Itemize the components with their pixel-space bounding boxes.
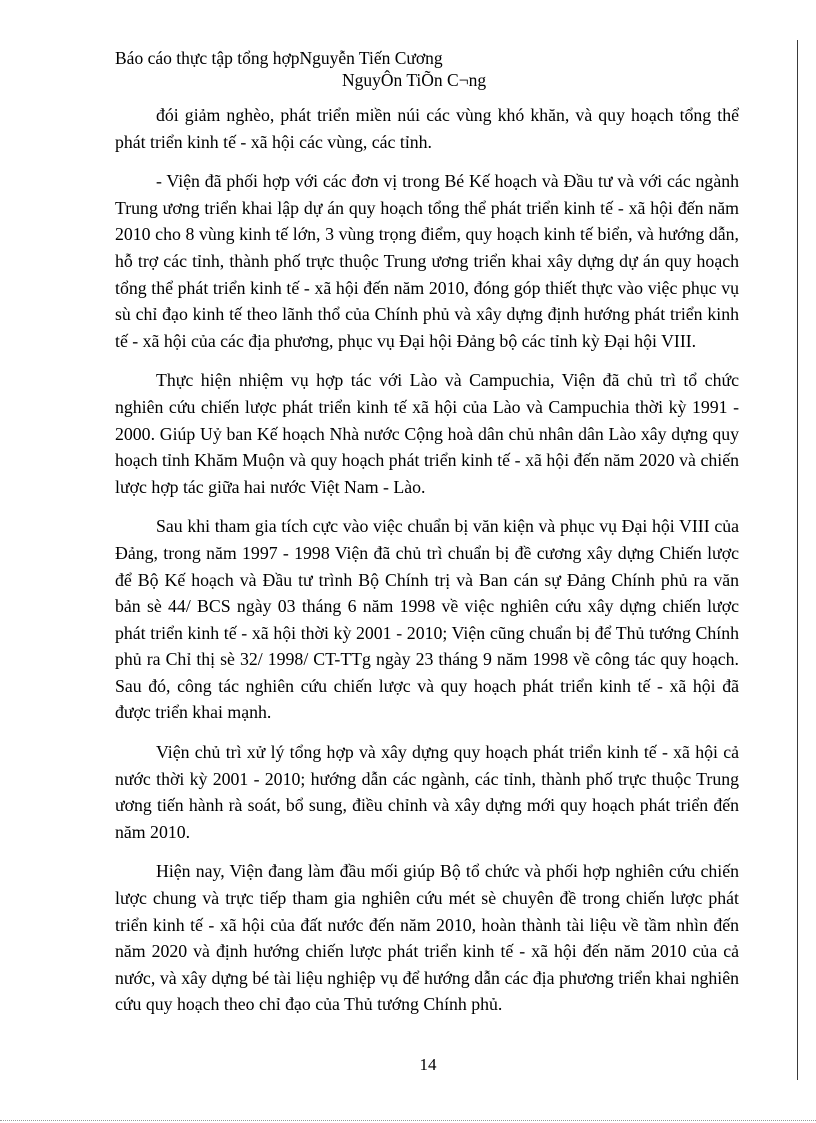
paragraph: Viện chủ trì xử lý tổng hợp và xây dựng quy hoạch phát triển kinh tế - xã hội cả nước thời kỳ 2001 - 2010; hướng dẫn các ngành, các tỉnh, thành phố trực thuộc Trung ương tiến hành rà soát, bổ sung, điều chỉnh và xây dựng mới quy hoạch phát triển đến năm 2010.: [115, 742, 739, 842]
header-author: NguyÔn TiÕn C¬ng: [342, 70, 487, 90]
paragraph: đói giảm nghèo, phát triển miền núi các vùng khó khăn, và quy hoạch tổng thể phát triển kinh tế - xã hội các vùng, các tỉnh.: [115, 105, 739, 152]
page-header: [115, 47, 755, 91]
paragraph: Hiện nay, Viện đang làm đầu mối giúp Bộ tổ chức và phối hợp nghiên cứu chiến lược chung và trực tiếp tham gia nghiên cứu mét sè chuyên đề trong chiến lược phát triển kinh tế - xã hội của đất nước đến năm 2010, hoàn thành tài liệu về tầm nhìn đến năm 2020 và định hướng chiến lược phát triển kinh tế - xã hội đến năm 2010 của cả nước, và xây dựng bé tài liệu nghiệp vụ để hướng dẫn các địa phương triển khai nghiên cứu quy hoạch theo chỉ đạo của Thủ tướng Chính phủ.: [115, 861, 739, 1015]
paragraph: Sau khi tham gia tích cực vào việc chuẩn bị văn kiện và phục vụ Đại hội VIII của Đảng, trong năm 1997 - 1998 Viện đã chủ trì chuẩn bị đề cương xây dựng Chiến lược để Bộ Kế hoạch và Đầu tư trình Bộ Chính trị và Ban cán sự Đảng Chính phủ ra văn bản sè 44/ BCS ngày 03 tháng 6 năm 1998 về việc nghiên cứu xây dựng chiến lược phát triển kinh tế - xã hội thời kỳ 2001 - 2010; Viện cũng chuẩn bị để Thủ tướng Chính phủ ra Chỉ thị sè 32/ 1998/ CT-TTg ngày 23 tháng 9 năm 1998 về công tác quy hoạch. Sau đó, công tác nghiên cứu chiến lược và quy hoạch phát triển kinh tế - xã hội đã được triển khai mạnh.: [115, 516, 739, 723]
page-number: 14: [419, 1055, 437, 1074]
header-title: Báo cáo thực tập tổng hợpNguyễn Tiến Cương: [115, 48, 443, 68]
page-border-bottom: [0, 1120, 816, 1121]
document-body: [115, 102, 739, 1031]
page-border-right: [797, 40, 798, 1080]
paragraph: - Viện đã phối hợp với các đơn vị trong Bé Kế hoạch và Đầu tư và với các ngành Trung ương triển khai lập dự án quy hoạch tổng thể phát triển kinh tế - xã hội đến năm 2010 cho 8 vùng kinh tế lớn, 3 vùng trọng điểm, quy hoạch kinh tế biển, và hướng dẫn, hỗ trợ các tỉnh, thành phố trực thuộc Trung ương triển khai xây dựng dự án quy hoạch tổng thể phát triển kinh tế - xã hội đến năm 2010, đóng góp thiết thực vào việc phục vụ sù chỉ đạo kinh tế theo lãnh thổ của Chính phủ và xây dựng định hướng phát triển kinh tế - xã hội của các địa phương, phục vụ Đại hội Đảng bộ các tỉnh kỳ Đại hội VIII.: [115, 171, 739, 351]
paragraph: Thực hiện nhiệm vụ hợp tác với Lào và Campuchia, Viện đã chủ trì tổ chức nghiên cứu chiến lược phát triển kinh tế xã hội của Lào và Campuchia thời kỳ 1991 - 2000. Giúp Uỷ ban Kế hoạch Nhà nước Cộng hoà dân chủ nhân dân Lào xây dựng quy hoạch tỉnh Khăm Muộn và quy hoạch phát triển kinh tế - xã hội đến năm 2020 và chiến lược hợp tác giữa hai nước Việt Nam - Lào.: [115, 370, 739, 497]
